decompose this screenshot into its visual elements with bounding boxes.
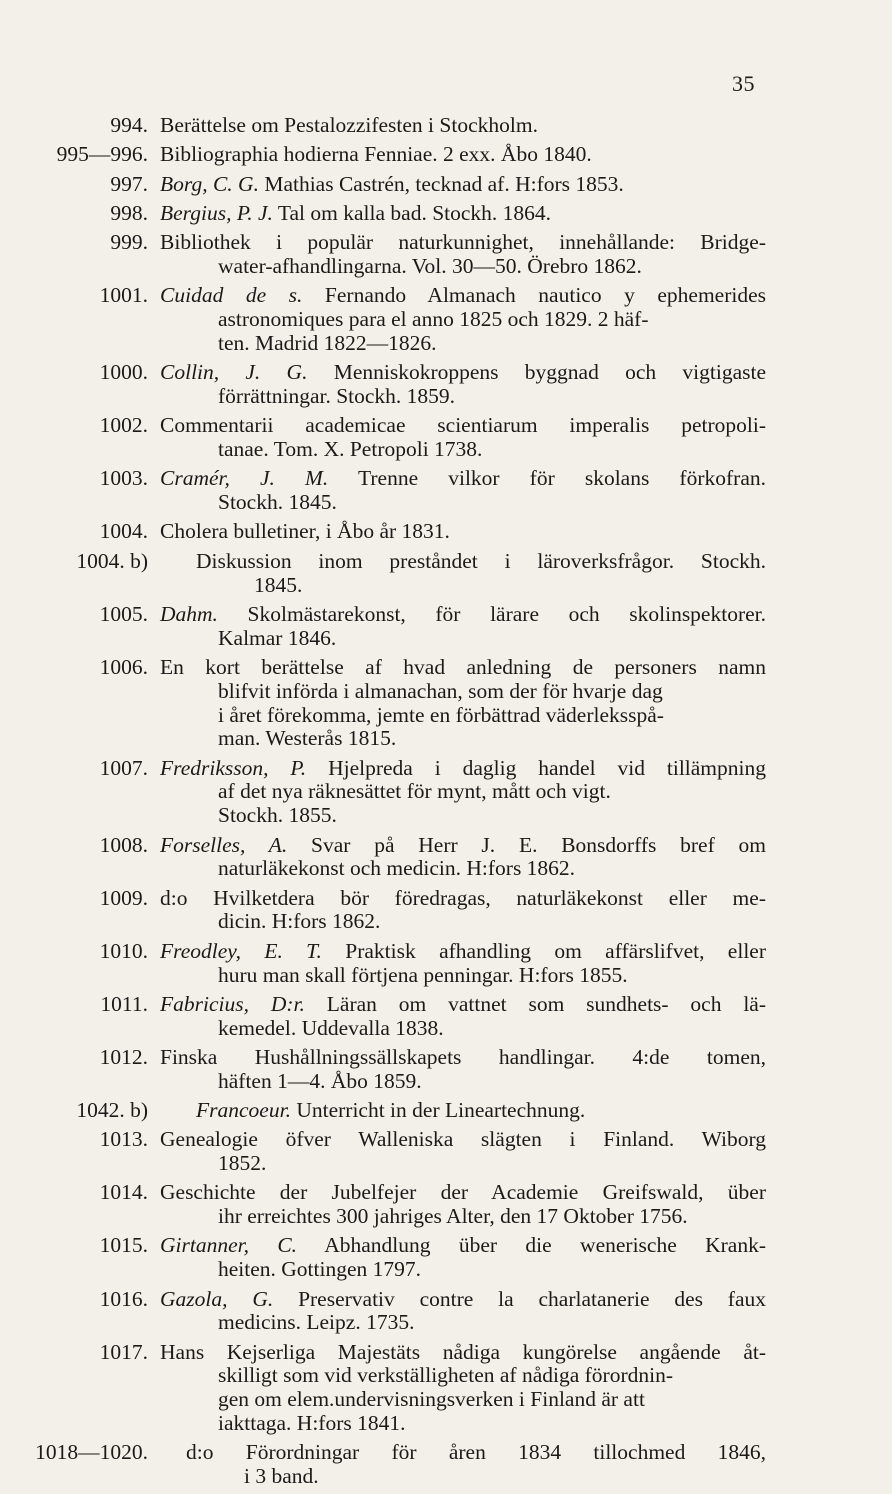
page-number: 35 [732,71,755,96]
entry-number: 1012. [99,1044,148,1069]
catalog-entry [0,414,892,462]
entry-line: heiten. Gottingen 1797. [218,1257,422,1282]
entry-line: Cholera bulletiner, i Åbo år 1831. [160,519,450,544]
catalog-entry [0,656,892,751]
catalog-entry [0,520,892,544]
catalog-entry [0,993,892,1041]
entry-line: af det nya räknesättet för mynt, mått och vigt. [218,779,611,804]
catalog-entry [0,284,892,355]
entry-text [160,467,766,515]
entry-text [186,1441,766,1489]
entry-line: i året förekomma, jemte en förbättrad väderleksspå- [218,702,664,727]
entry-line: ten. Madrid 1822—1826. [218,330,437,355]
entry-text [160,887,766,935]
entry-line: Finska Hushållningssällskapets handlingar. 4:de tomen, [160,1044,766,1069]
entry-text [160,757,766,828]
entry-text [160,414,766,462]
entry-number: 1013. [99,1127,148,1152]
entry-text [196,1099,766,1123]
entry-text [160,231,766,279]
catalog-entry [0,1046,892,1094]
entry-line: Preservativ contre la charlatanerie des faux [298,1286,767,1311]
catalog-entry [0,1128,892,1176]
entry-number: 997. [110,171,148,196]
entry-line: Skolmästarekonst, för lärare och skolinspektorer. [247,601,766,626]
entry-author: Bergius, P. J. [160,200,273,225]
entry-line: Bibliothek i populär naturkunnighet, innehållande: Bridge- [160,230,766,255]
entry-line: Unterricht in der Lineartechnung. [296,1097,586,1122]
entry-text [160,1341,766,1436]
entry-text [160,202,766,226]
entry-number: 1001. [99,283,148,308]
entry-text [160,1046,766,1094]
catalog-entry [0,173,892,197]
catalog-entry [0,550,892,598]
entry-line: skilligt som vid verkställigheten af nådiga förordnin- [218,1363,673,1388]
entry-text [160,993,766,1041]
entry-line: Läran om vattnet som sundhets- och lä- [326,991,767,1016]
entry-number: 1010. [99,938,148,963]
entry-line: kemedel. Uddevalla 1838. [218,1015,444,1040]
entry-number: 1006. [99,654,148,679]
entry-number: 1014. [99,1180,148,1205]
entry-number: 1008. [99,832,148,857]
entry-line: Geschichte der Jubelfejer der Academie Greifswald, über [160,1180,766,1205]
entry-number: 1015. [99,1233,148,1258]
catalog-entry [0,603,892,651]
catalog-entry [0,1099,892,1123]
entry-number: 1000. [99,360,148,385]
entry-author: Fabricius, D:r. [160,991,305,1016]
entry-number: 995—996. [56,142,148,167]
entry-line: medicins. Leipz. 1735. [218,1310,415,1335]
entry-line: 1845. [254,572,303,597]
entry-number: 1016. [99,1286,148,1311]
entry-line: d:o Hvilketdera bör föredragas, naturläkekonst eller me- [160,885,766,910]
entry-author: Cramér, J. M. [160,466,329,491]
catalog-entry [0,114,892,138]
entry-line: Praktisk afhandling om affärslifvet, eller [345,938,766,963]
entry-line: blifvit införda i almanachan, som der för hvarje dag [218,678,663,703]
entry-text [160,143,766,167]
entry-author: Cuidad de s. [160,283,303,308]
entry-number: 994. [110,113,148,137]
entry-text [160,114,766,138]
entry-text [160,834,766,882]
entry-number: 1017. [99,1339,148,1364]
entry-line: Commentarii academicae scientiarum imperalis petropoli- [160,413,766,438]
catalog-entry [0,1288,892,1336]
entry-number: 1018—1020. [35,1440,148,1465]
entry-line: Berättelse om Pestalozzifesten i Stockholm. [160,113,538,137]
entry-line: dicin. H:fors 1862. [218,909,381,934]
catalog-entry [0,1341,892,1436]
entry-line: Kalmar 1846. [218,625,337,650]
entry-line: Hans Kejserliga Majestäts nådiga kungörelse angående åt- [160,1339,766,1364]
entry-line: tanae. Tom. X. Petropoli 1738. [218,437,483,462]
catalog-entry [0,1181,892,1229]
entry-number: 1007. [99,755,148,780]
catalog-entry [0,1441,892,1489]
catalog-list [0,114,892,1494]
entry-line: Trenne vilkor för skolans förkofran. [358,466,766,491]
entry-text [160,1128,766,1176]
entry-line: Fernando Almanach nautico y ephemerides [324,283,767,308]
catalog-entry [0,940,892,988]
entry-text [160,1234,766,1282]
entry-line: Stockh. 1855. [218,803,337,828]
entry-author: Forselles, A. [160,832,288,857]
entry-line: Mathias Castrén, tecknad af. H:fors 1853. [264,171,624,196]
entry-text [160,1181,766,1229]
entry-line: ihr erreichtes 300 jahriges Alter, den 17 Oktober 1756. [218,1204,688,1229]
entry-author: Gazola, G. [160,1286,274,1311]
entry-line: Hjelpreda i daglig handel vid tillämpning [328,755,767,780]
entry-number: 1009. [99,885,148,910]
entry-number: 1011. [100,991,148,1016]
entry-number: 1003. [99,466,148,491]
entry-line: man. Westerås 1815. [218,726,397,751]
entry-line: water-afhandlingarna. Vol. 30—50. Örebro 1862. [218,253,642,278]
entry-line: Bibliographia hodierna Fenniae. 2 exx. Åbo 1840. [160,142,592,167]
entry-line: Svar på Herr J. E. Bonsdorffs bref om [311,832,766,857]
entry-line: gen om elem.undervisningsverken i Finland är att [218,1387,645,1412]
entry-line: häften 1—4. Åbo 1859. [218,1068,422,1093]
entry-line: Menniskokroppens byggnad och vigtigaste [333,360,766,385]
entry-author: Fredriksson, P. [160,755,307,780]
entry-line: En kort berättelse af hvad anledning de personers namn [160,654,766,679]
catalog-entry [0,202,892,226]
entry-line: iakttaga. H:fors 1841. [218,1411,406,1436]
entry-text [160,603,766,651]
catalog-entry [0,1234,892,1282]
catalog-entry [0,467,892,515]
catalog-entry [0,757,892,828]
entry-text [160,940,766,988]
entry-text [160,656,766,751]
entry-number: 998. [110,200,148,225]
entry-text [160,173,766,197]
entry-number: 1004. b) [76,548,148,573]
entry-author: Freodley, E. T. [160,938,322,963]
entry-author: Dahm. [160,601,218,626]
entry-line: Diskussion inom preståndet i läroverksfrågor. Stockh. [196,548,766,573]
entry-text [196,550,766,598]
entry-text [160,520,766,544]
entry-line: Stockh. 1845. [218,490,337,515]
entry-text [160,284,766,355]
entry-line: 1852. [218,1151,267,1176]
catalog-entry [0,231,892,279]
catalog-entry [0,361,892,409]
catalog-entry [0,143,892,167]
entry-number: 1005. [99,601,148,626]
entry-line: Tal om kalla bad. Stockh. 1864. [277,200,552,225]
entry-number: 999. [110,230,148,255]
entry-line: huru man skall förtjena penningar. H:fors 1855. [218,962,628,987]
entry-author: Borg, C. G. [160,171,259,196]
catalog-entry [0,887,892,935]
entry-line: d:o Förordningar för åren 1834 tillochmed 1846, [186,1440,766,1465]
entry-line: förrättningar. Stockh. 1859. [218,383,456,408]
catalog-entry [0,834,892,882]
entry-line: Genealogie öfver Walleniska slägten i Finland. Wiborg [160,1127,766,1152]
entry-line: Abhandlung über die wenerische Krank- [324,1233,766,1258]
entry-number: 1004. [99,519,148,544]
entry-line: i 3 band. [244,1464,319,1489]
entry-author: Girtanner, C. [160,1233,298,1258]
entry-number: 1002. [99,413,148,438]
entry-author: Francoeur. [196,1097,291,1122]
entry-line: astronomiques para el anno 1825 och 1829. 2 häf- [218,307,649,332]
entry-author: Collin, J. G. [160,360,308,385]
entry-text [160,361,766,409]
entry-number: 1042. b) [76,1097,148,1122]
entry-line: naturläkekonst och medicin. H:fors 1862. [218,856,576,881]
entry-text [160,1288,766,1336]
